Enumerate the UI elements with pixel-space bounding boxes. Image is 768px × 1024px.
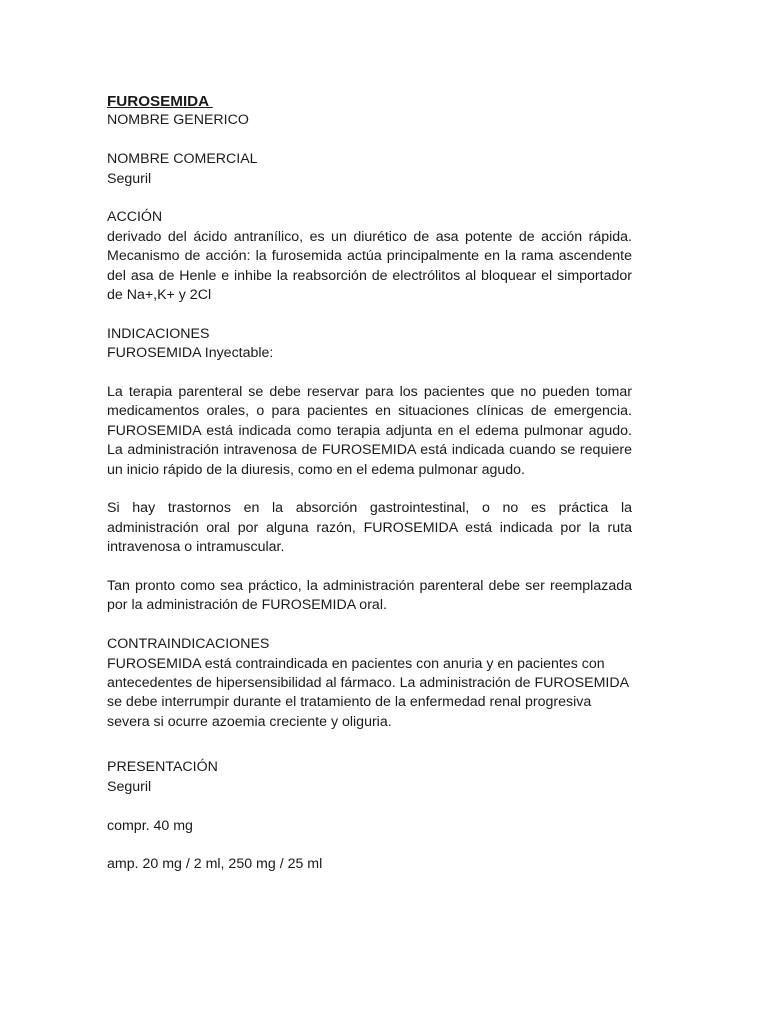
paragraph-line: medicamentos orales, o para pacientes en situaciones clínicas de emergencia. <box>107 403 632 420</box>
contraindications-heading: CONTRAINDICACIONES <box>107 636 270 653</box>
indications-heading: INDICACIONES <box>107 325 210 342</box>
commercial-name-label: NOMBRE COMERCIAL <box>107 151 258 168</box>
paragraph-line: por la administración de FUROSEMIDA oral. <box>107 597 387 614</box>
document-title: FUROSEMIDA <box>107 93 213 110</box>
action-line: derivado del ácido antranílico, es un diurético de asa potente de acción rápida. <box>107 228 632 245</box>
paragraph-line: La administración intravenosa de FUROSEMIDA está indicada cuando se requiere <box>107 442 632 459</box>
paragraph-line: FUROSEMIDA está contraindicada en pacientes con anuria y en pacientes con <box>107 655 605 672</box>
generic-name-label: NOMBRE GENERICO <box>107 112 249 129</box>
commercial-name-value: Seguril <box>107 170 152 187</box>
paragraph-line: Tan pronto como sea práctico, la administración parenteral debe ser reemplazada <box>107 578 632 595</box>
contraindications-paragraph <box>107 655 632 733</box>
paragraph-line: administración oral por alguna razón, FUROSEMIDA está indicada por la ruta <box>107 519 632 536</box>
indications-paragraph-3 <box>107 577 632 616</box>
paragraph-line: FUROSEMIDA está indicada como terapia adjunta en el edema pulmonar agudo. <box>107 422 632 439</box>
indications-subheading: FUROSEMIDA Inyectable: <box>107 345 274 362</box>
paragraph-line: Si hay trastornos en la absorción gastrointestinal, o no es práctica la <box>107 500 632 517</box>
indications-paragraph-1 <box>107 383 632 480</box>
presentation-tablets: compr. 40 mg <box>107 817 193 834</box>
document-body <box>107 92 632 875</box>
paragraph-line: intravenosa o intramuscular. <box>107 539 285 556</box>
action-line: Mecanismo de acción: la furosemida actúa principalmente en la rama ascendente <box>107 248 632 265</box>
presentation-heading: PRESENTACIÓN <box>107 759 218 776</box>
paragraph-line: antecedentes de hipersensibilidad al fármaco. La administración de FUROSEMIDA <box>107 675 630 692</box>
paragraph-line: severa si ocurre azoemia creciente y oliguria. <box>107 713 392 730</box>
paragraph-line: se debe interrumpir durante el tratamiento de la enfermedad renal progresiva <box>107 694 592 711</box>
paragraph-line: La terapia parenteral se debe reservar para los pacientes que no pueden tomar <box>107 384 632 401</box>
action-heading: ACCIÓN <box>107 209 163 226</box>
indications-paragraph-2 <box>107 499 632 557</box>
action-line: de Na+,K+ y 2Cl <box>107 287 212 304</box>
paragraph-line: un inicio rápido de la diuresis, como en el edema pulmonar agudo. <box>107 461 525 478</box>
action-paragraph <box>107 228 632 306</box>
action-line: del asa de Henle e inhibe la reabsorción de electrólitos al bloquear el simportador <box>107 267 632 284</box>
presentation-brand: Seguril <box>107 778 152 795</box>
presentation-ampoules: amp. 20 mg / 2 ml, 250 mg / 25 ml <box>107 856 323 873</box>
